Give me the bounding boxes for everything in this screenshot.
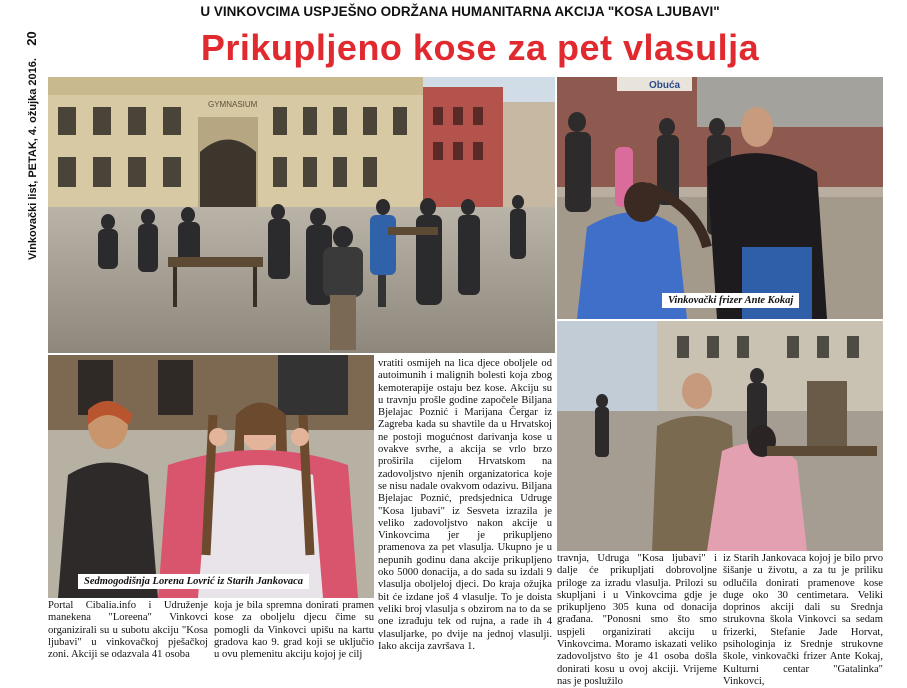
article-column-1: Portal Cibalia.info i Udruženje manekena "Loreena" Vinkovci organizirali su u subotu akciju "Kosa ljubavi" u vinkovačkoj pješačkoj zoni. Akciji se odazvala 41 osoba xyxy=(48,600,208,661)
side-label xyxy=(24,30,44,260)
photo-street-event-image xyxy=(48,77,555,353)
photo-girl-donation xyxy=(48,355,374,598)
kicker: U VINKOVCIMA USPJEŠNO ODRŽANA HUMANITARNA AKCIJA "KOSA LJUBAVI" xyxy=(200,4,720,19)
article-column-4: travnja, Udruga "Kosa ljubavi" i dalje će prikupljati dobrovoljne priloge za izradu vlasulja. Prilozi su skupljani i u Vinkovcima gdje je prikupljeno 305 kuna od donacija građana. "Ponosni smo što smo uspjeli organizirati akciju u Vinkovcima. Moramo iskazati veliko zadovoljstvo što je 41 osoba došla donirati kosu u ovoj akciji. Vrijeme nas je poslužilo xyxy=(557,553,717,687)
caption-hairdresser: Vinkovački frizer Ante Kokaj xyxy=(662,293,799,308)
shop-sign: Obuća xyxy=(649,80,681,91)
issue-info: Vinkovački list, PETAK, 4. ožujka 2016. 20 xyxy=(24,31,39,260)
gymnasium-sign: GYMNASIUM xyxy=(208,100,258,109)
photo-haircut-square xyxy=(557,321,883,551)
article-column-3: vratiti osmijeh na lica djece oboljele od autoimunih i malignih bolesti koja zbog kemoterapije ostaju bez kose. Akciju su u travnju prošle godine započele Biljana Bjelajac Poznić i Marijana Čergar iz Zagreba kada su shavtile da u Hrvatskoj ne postoji mogućnost darivanja kose u ovakve svrhe, a akcija se vrlo brzo proširila cijelom Hrvatskom na zadovoljstvo njenih organizatorica koje se nisu nadale ovakvom odazivu. Biljana Bjelajac Poznić, predsjednica Udruge "Kosa ljubavi" iz Sesveta izrazila je veliko zadovoljstvo nakon akcije u Vinkovcima jer je prikupljeno pramenova za pet vlasulja. Ukupno je u nepunih godinu dana akcije prikupljeno oko 5000 donacija, a do sada su izdali 9 vlasulja oboljeloj djeci. Do kraja ožujka bit će izdane još 4 vlasulje. To je doista veliki broj vlasulja s obzirom na to da se one izrađuju tek od rujna, a rade ih 4 vlasuljarke, po dvije na jednoj vlasulji. Iako akcija završava 1. xyxy=(378,358,552,652)
photo-haircut-square-image xyxy=(557,321,883,551)
headline: Prikupljeno kose za pet vlasulja xyxy=(200,27,760,68)
caption-girl: Sedmogodišnja Lorena Lovrić iz Starih Jankovaca xyxy=(78,574,309,589)
photo-girl-donation-image xyxy=(48,355,374,598)
photo-hairdresser-image xyxy=(557,77,883,319)
article-column-5: iz Starih Jankovaca kojoj je bilo prvo šišanje u životu, a za tu je priliku odlučila donirati pramenove kose duge oko 30 centimetara. Veliki doprinos akciji dali su Srednja strukovna škola Vinkovci sa sedam frizerki, Stefanie Jade Horvat, psihologinja iz Srednje strukovne škole, vinkovački frizer Ante Kokaj, Kulturni centar "Gatalinka" Vinkovci, xyxy=(723,553,883,687)
photo-hairdresser xyxy=(557,77,883,319)
article-column-2: koja je bila spremna donirati pramen kose za oboljelu djecu čime su pomogli da Vinkovci upišu na kartu gradova kao 9. grad koji se uključio u ovu plemenitu akciju kojoj je cilj xyxy=(214,600,374,661)
photo-street-event xyxy=(48,77,555,353)
